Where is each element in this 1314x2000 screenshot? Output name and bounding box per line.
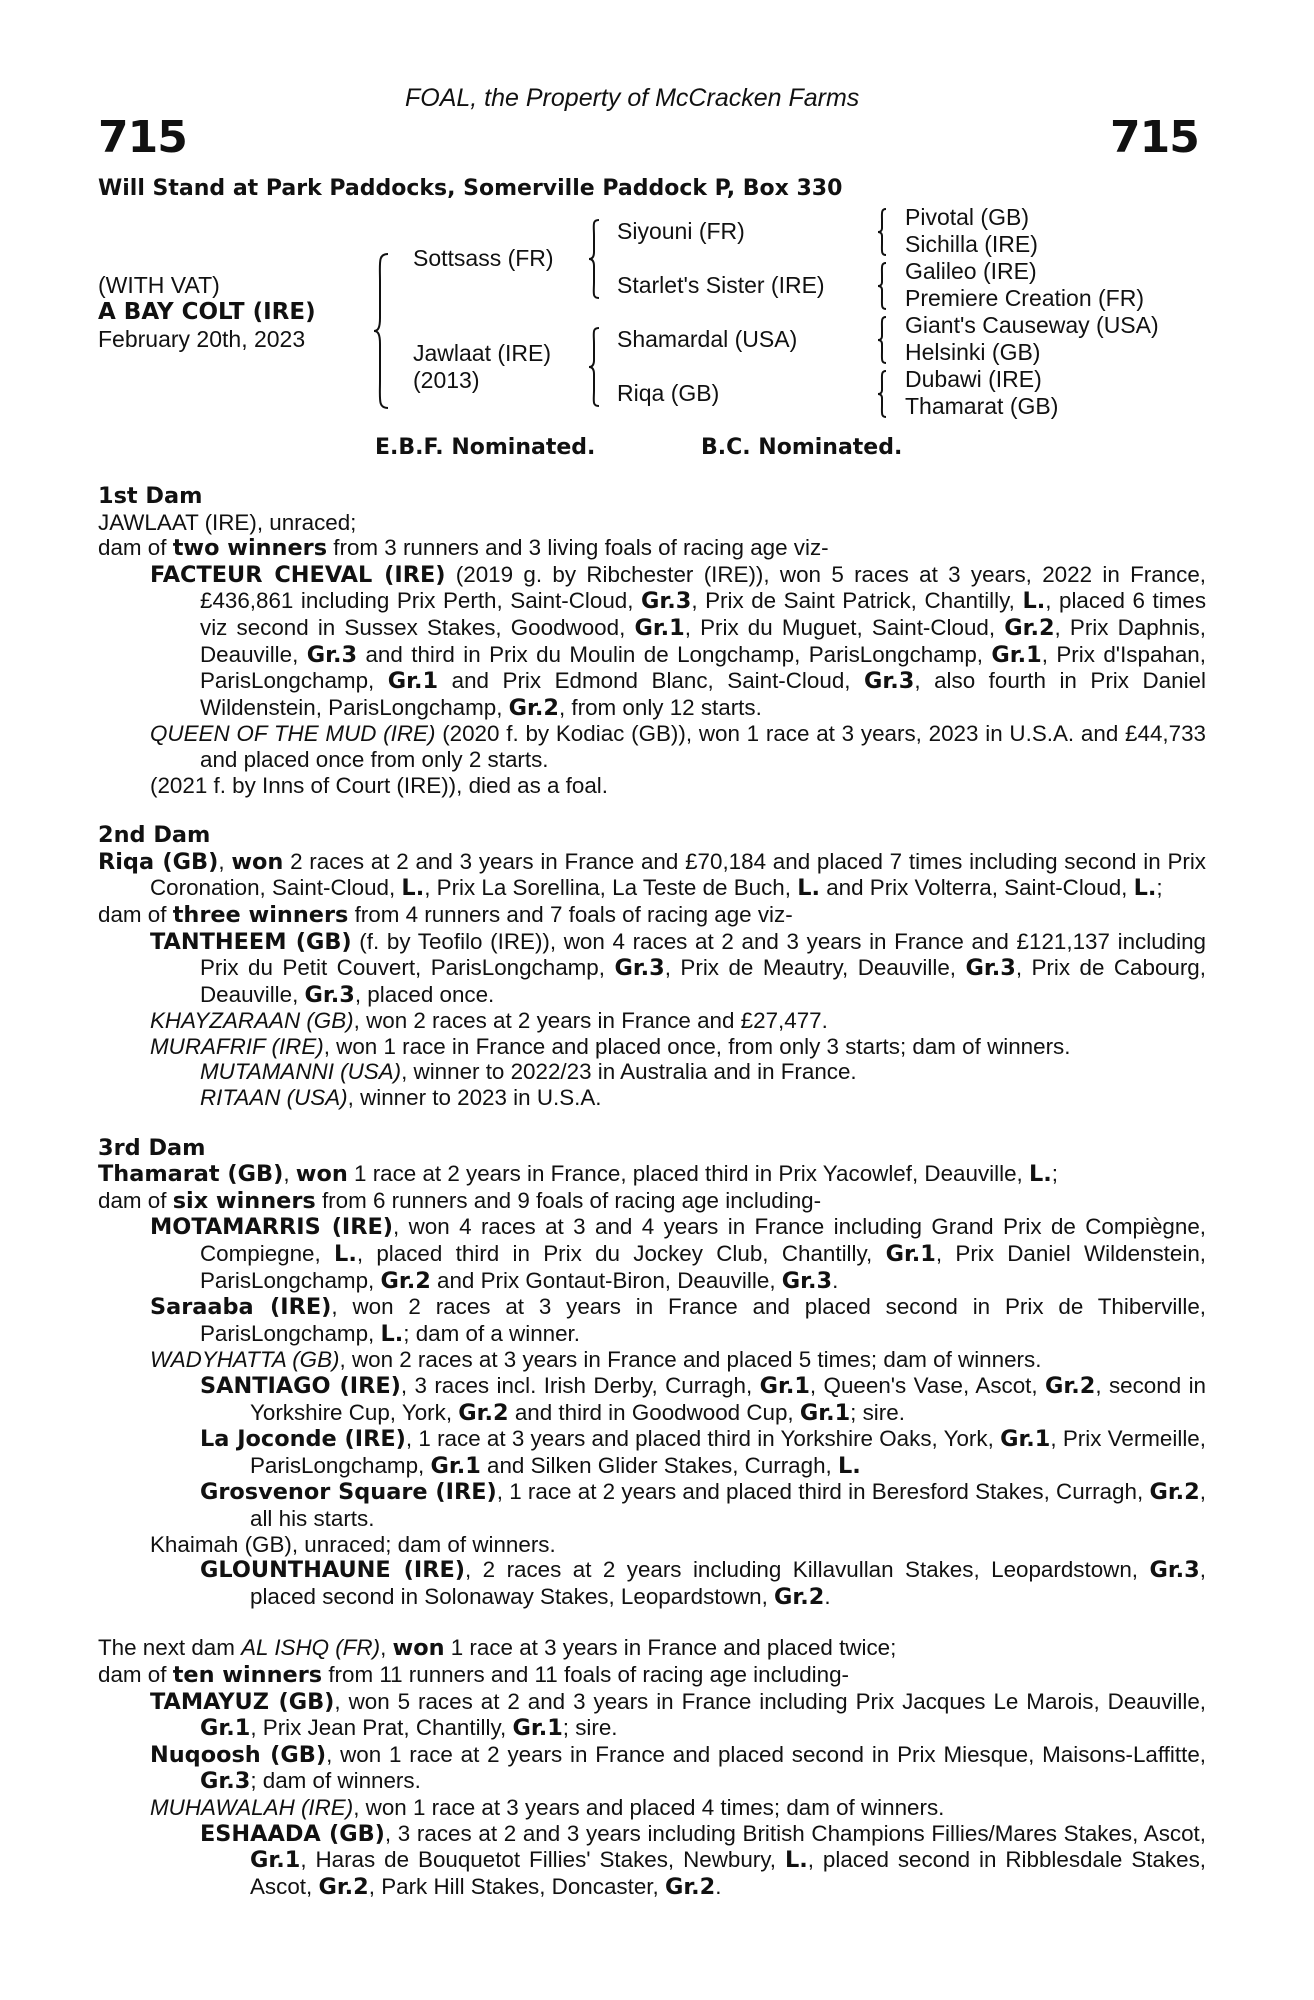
horse-name: A BAY COLT (IRE) <box>98 299 316 325</box>
lot-number-right: 715 <box>1110 112 1199 163</box>
progeny-entry: TAMAYUZ (GB), won 5 races at 2 and 3 years in France including Prix Jacques Le Marois, Deauville, Gr.1, Prix Jean Prat, Chantilly, Gr.1; sire. <box>150 1688 1206 1742</box>
dam-sire: Shamardal (USA) <box>617 326 798 352</box>
horse-name: MUTAMANNI (USA) <box>200 1059 402 1085</box>
third-dam-section <box>98 1136 1206 1611</box>
gg-dam-3: Helsinki (GB) <box>905 339 1041 365</box>
dam-line: The next dam AL ISHQ (FR), won 1 race at 3 years in France and placed twice; <box>98 1635 897 1662</box>
horse-name: Nuqoosh (GB) <box>150 1741 327 1768</box>
dam-dam: Riqa (GB) <box>617 380 720 406</box>
grand-progeny-entry: La Joconde (IRE), 1 race at 3 years and placed third in Yorkshire Oaks, York, Gr.1, Prix Vermeille, ParisLongchamp, Gr.1 and Silken Glider Stakes, Curragh, L. <box>200 1426 1206 1479</box>
section-heading: 2nd Dam <box>98 822 211 849</box>
horse-name: GLOUNTHAUNE (IRE) <box>200 1557 466 1584</box>
brace-sire <box>587 218 601 300</box>
section-heading: 3rd Dam <box>98 1134 206 1161</box>
horse-name: MOTAMARRIS (IRE) <box>150 1214 394 1241</box>
horse-name: WADYHATTA (GB) <box>150 1347 340 1373</box>
brace-g3 <box>876 315 888 365</box>
section-heading: 1st Dam <box>98 483 203 509</box>
gg-dam-1: Sichilla (IRE) <box>905 231 1038 257</box>
horse-name: TAMAYUZ (GB) <box>150 1688 335 1715</box>
grand-progeny-entry: GLOUNTHAUNE (IRE), 2 races at 2 years including Killavullan Stakes, Leopardstown, Gr.3, placed second in Solonaway Stakes, Leopardstown, Gr.2. <box>200 1557 1206 1610</box>
brace-dam <box>587 326 601 408</box>
dam-line: Riqa (GB), won 2 races at 2 and 3 years in France and £70,184 and placed 7 times including second in Prix Coronation, Saint-Cloud, L., Prix La Sorellina, La Teste de Buch, L. and Prix Volterra, Saint-Cloud, L.; <box>98 848 1207 902</box>
brace-g4 <box>876 369 888 419</box>
page-subtitle: FOAL, the Property of McCracken Farms <box>405 84 860 112</box>
brace-g1 <box>876 207 888 257</box>
gg-sire-4: Dubawi (IRE) <box>905 366 1042 392</box>
horse-name: FACTEUR CHEVAL (IRE) <box>150 561 446 588</box>
horse-name: QUEEN OF THE MUD (IRE) <box>150 721 436 747</box>
dam-of-line: dam of ten winners from 11 runners and 11 foals of racing age including- <box>98 1661 850 1688</box>
grand-progeny-entry: ESHAADA (GB), 3 races at 2 and 3 years including British Champions Fillies/Mares Stakes, Ascot, Gr.1, Haras de Bouquetot Fillies' Stakes, Newbury, L., placed second in Ribblesdale Stakes, Ascot, Gr.2, Park Hill Stakes, Doncaster, Gr.2. <box>200 1820 1206 1900</box>
horse-name: SANTIAGO (IRE) <box>200 1373 401 1399</box>
progeny-entry: TANTHEEM (GB) (f. by Teofilo (IRE)), won 4 races at 2 and 3 years in France and £121,137 including Prix du Petit Couvert, ParisLongchamp, Gr.3, Prix de Meautry, Deauville, Gr.3, Prix de Cabourg, Deauville, Gr.3, placed once. <box>150 928 1206 1008</box>
horse-name: Saraaba (IRE) <box>150 1294 332 1321</box>
vat-note: (WITH VAT) <box>98 272 220 298</box>
gg-sire-3: Giant's Causeway (USA) <box>905 312 1159 338</box>
grand-progeny-entry: MUTAMANNI (USA), winner to 2022/23 in Australia and in France. <box>200 1059 857 1085</box>
dam: Jawlaat (IRE) <box>413 340 552 366</box>
brace-main <box>372 252 390 410</box>
dam-line: JAWLAAT (IRE), unraced; <box>98 509 357 535</box>
progeny-entry: MOTAMARRIS (IRE), won 4 races at 3 and 4 years in France including Grand Prix de Compiègne, Compiegne, L., placed third in Prix du Jockey Club, Chantilly, Gr.1, Prix Daniel Wildenstein, ParisLongchamp, Gr.2 and Prix Gontaut-Biron, Deauville, Gr.3. <box>150 1214 1206 1294</box>
dam-year: (2013) <box>413 367 480 393</box>
progeny-entry: Saraaba (IRE), won 2 races at 3 years in France and placed second in Prix de Thiberville, ParisLongchamp, L.; dam of a winner. <box>150 1294 1207 1347</box>
first-dam-section <box>98 484 1206 798</box>
lot-number-left: 715 <box>98 112 187 163</box>
horse-name: La Joconde (IRE) <box>200 1426 406 1453</box>
horse-name: RITAAN (USA) <box>200 1085 348 1111</box>
progeny-entry: FACTEUR CHEVAL (IRE) (2019 g. by Ribchester (IRE)), won 5 races at 3 years, 2022 in France, £436,861 including Prix Perth, Saint-Cloud, Gr.3, Prix de Saint Patrick, Chantilly, L., placed 6 times viz second in Sussex Stakes, Goodwood, Gr.1, Prix du Muguet, Saint-Cloud, Gr.2, Prix Daphnis, Deauville, Gr.3 and third in Prix du Moulin de Longchamp, ParisLongchamp, Gr.1, Prix d'Ispahan, ParisLongchamp, Gr.1 and Prix Edmond Blanc, Saint-Cloud, Gr.3, also fourth in Prix Daniel Wildenstein, ParisLongchamp, Gr.2, from only 12 starts. <box>150 561 1207 721</box>
horse-name: ESHAADA (GB) <box>200 1820 385 1847</box>
sire: Sottsass (FR) <box>413 245 554 271</box>
dam-of-line: dam of two winners from 3 runners and 3 living foals of racing age viz- <box>98 535 829 562</box>
dam-of-line: dam of six winners from 6 runners and 9 foals of racing age including- <box>98 1187 822 1214</box>
horse-name: Grosvenor Square (IRE) <box>200 1479 497 1506</box>
gg-sire-2: Galileo (IRE) <box>905 258 1037 284</box>
gg-dam-2: Premiere Creation (FR) <box>905 285 1144 311</box>
brace-g2 <box>876 261 888 311</box>
dam-of-line: dam of three winners from 4 runners and 7 foals of racing age viz- <box>98 901 793 928</box>
sire-dam: Starlet's Sister (IRE) <box>617 272 825 298</box>
gg-dam-4: Thamarat (GB) <box>905 393 1059 419</box>
progeny-entry: WADYHATTA (GB), won 2 races at 3 years in France and placed 5 times; dam of winners. <box>150 1347 1042 1373</box>
progeny-entry: KHAYZARAAN (GB), won 2 races at 2 years in France and £27,477. <box>150 1008 828 1034</box>
grand-progeny-entry: Grosvenor Square (IRE), 1 race at 2 years and placed third in Beresford Stakes, Curragh, Gr.2, all his starts. <box>200 1479 1206 1531</box>
horse-name: KHAYZARAAN (GB) <box>150 1008 354 1034</box>
horse-name: MURAFRIF (IRE) <box>150 1033 324 1059</box>
bc-nomination: B.C. Nominated. <box>701 435 903 460</box>
progeny-entry: QUEEN OF THE MUD (IRE) (2020 f. by Kodiac (GB)), won 1 race at 3 years, 2023 in U.S.A. and £44,733 and placed once from only 2 starts. <box>150 721 1206 772</box>
progeny-entry: MURAFRIF (IRE), won 1 race in France and placed once, from only 3 starts; dam of winners. <box>150 1033 1071 1059</box>
ebf-nomination: E.B.F. Nominated. <box>375 435 596 460</box>
progeny-entry: MUHAWALAH (IRE), won 1 race at 3 years and placed 4 times; dam of winners. <box>150 1794 945 1820</box>
foaling-date: February 20th, 2023 <box>98 326 306 352</box>
progeny-entry: (2021 f. by Inns of Court (IRE)), died as a foal. <box>150 772 608 798</box>
horse-name: TANTHEEM (GB) <box>150 928 352 955</box>
progeny-entry: Khaimah (GB), unraced; dam of winners. <box>150 1531 556 1557</box>
gg-sire-1: Pivotal (GB) <box>905 204 1029 230</box>
sire-sire: Siyouni (FR) <box>617 218 745 244</box>
second-dam-section <box>98 823 1206 1111</box>
next-dam-section <box>98 1635 1206 1900</box>
grand-progeny-entry: SANTIAGO (IRE), 3 races incl. Irish Derby, Curragh, Gr.1, Queen's Vase, Ascot, Gr.2, second in Yorkshire Cup, York, Gr.2 and third in Goodwood Cup, Gr.1; sire. <box>200 1373 1206 1426</box>
stand-location: Will Stand at Park Paddocks, Somerville Paddock P, Box 330 <box>98 176 843 201</box>
grand-progeny-entry: RITAAN (USA), winner to 2023 in U.S.A. <box>200 1085 602 1111</box>
horse-name: MUHAWALAH (IRE) <box>150 1794 354 1820</box>
progeny-entry: Nuqoosh (GB), won 1 race at 2 years in France and placed second in Prix Miesque, Maisons-Laffitte, Gr.3; dam of winners. <box>150 1741 1206 1795</box>
dam-line: Thamarat (GB), won 1 race at 2 years in France, placed third in Prix Yacowlef, Deauville, L.; <box>98 1161 1058 1188</box>
catalogue-body <box>98 484 1206 1900</box>
